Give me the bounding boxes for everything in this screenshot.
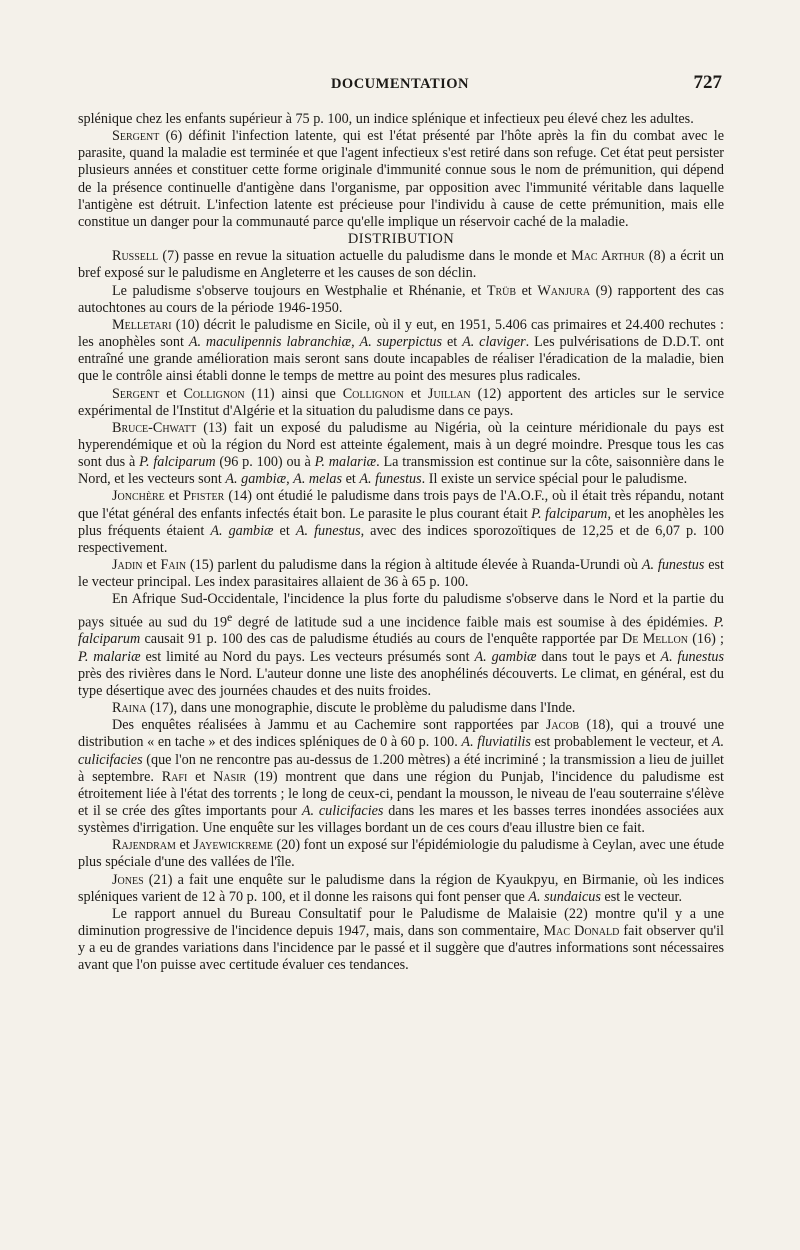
author-name: Bruce-Chwatt (112, 419, 197, 436)
paragraph: Jonchère et Pfister (14) ont étudié le paludisme dans trois pays de l'A.O.F., où il était très répandu, notant que l'état général des enfants infectés était bon. Le parasite le plus courant était P. falciparum, et les anophèles les plus fréquents étaient A. gambiæ et A. funestus, avec des indices sporozoïtiques de 12,25 et de 6,07 p. 100 respectivement. (78, 488, 725, 556)
author-name: De Mellon (622, 631, 688, 648)
species-name: P. malariæ (78, 648, 141, 665)
page-header (78, 72, 722, 100)
author-name: Jonchère (112, 488, 165, 505)
species-name: A. melas (293, 471, 343, 488)
author-name: Sergent (112, 385, 160, 402)
author-name: Rajendram (112, 837, 176, 854)
author-name: Jadin (112, 557, 143, 574)
species-name: A. gambiæ (210, 522, 274, 539)
author-name: Rafi (161, 768, 188, 785)
paragraph: Des enquêtes réalisées à Jammu et au Cachemire sont rapportées par Jacob (18), qui a trouvé une distribution « en tache » et des indices spléniques de 0 à 60 p. 100. A. fluviatilis est probablement le vecteur, et A. culicifacies (que l'on ne rencontre pas au-dessus de 1.200 mètres) a été incriminé ; la transmission a lieu de juillet à septembre. Rafi et Nasir (19) montrent que dans une région du Punjab, l'incidence du paludisme est étroitement liée à l'état des torrents ; le long de ceux-ci, pendant la mousson, le niveau de l'eau souterraine s'élève et il se crée des gîtes importants pour A. culicifacies dans les mares et les basses terres inondées associées aux systèmes d'irrigation. Une enquête sur les villages bordant un de ces cours d'eau illustre bien ce fait. (78, 717, 724, 837)
author-name: Trüb (486, 282, 517, 299)
superscript: e (227, 609, 233, 624)
author-name: Pfister (183, 488, 225, 505)
author-name: Mac Arthur (571, 248, 645, 265)
paragraph: Bruce-Chwatt (13) fait un exposé du paludisme au Nigéria, où la ceinture méridionale du pays est hyperendémique et où la région du Nord est atteinte également, mais à un degré moindre. Presque tous les cas sont dus à P. falciparum (96 p. 100) ou à P. malariæ. La transmission est continue sur la côte, saisonnière dans le Nord, et les vecteurs sont A. gambiæ, A. melas et A. funestus. Il existe un service spécial pour le paludisme. (78, 419, 725, 488)
species-name: A. maculipennis labranchiæ (188, 334, 352, 351)
species-name: P. falciparum (139, 454, 216, 471)
species-name: A. superpictus (359, 334, 443, 351)
species-name: A. culicifacies (301, 802, 384, 819)
author-name: Melletari (112, 316, 172, 333)
species-name: A. fluviatilis (461, 734, 531, 751)
species-name: A. claviger (462, 334, 526, 351)
body-text (78, 111, 724, 975)
paragraph: Russell (7) passe en revue la situation actuelle du paludisme dans le monde et Mac Arthur (8) a écrit un bref exposé sur le paludisme en Angleterre et les causes de son déclin. (78, 248, 725, 282)
species-name: A. funestus (359, 471, 422, 488)
paragraph: En Afrique Sud-Occidentale, l'incidence la plus forte du paludisme s'observe dans le Nord et la partie du pays située au sud du 19e degré de latitude sud a une incidence faible mais est soumise à des épidémies. P. falciparum causait 91 p. 100 des cas de paludisme étudiés au cours de l'enquête rapportée par De Mellon (16) ; P. malariæ est limité au Nord du pays. Les vecteurs présumés sont A. gambiæ dans tout le pays et A. funestus près des rivières dans le Nord. L'auteur donne une liste des anophélinés découverts. Le climat, en général, est du type désertique avec des journées chaudes et des nuits froides. (78, 591, 725, 699)
paragraph: Sergent et Collignon (11) ainsi que Collignon et Juillan (12) apportent des articles sur le service expérimental de l'Institut d'Algérie et la situation du paludisme dans ce pays. (78, 385, 724, 419)
species-name: A. gambiæ (474, 648, 537, 665)
species-name: P. falciparum (78, 614, 725, 648)
paragraph: Melletari (10) décrit le paludisme en Sicile, où il y eut, en 1951, 5.406 cas primaires et 24.400 rechutes : les anophèles sont A. maculipennis labranchiæ, A. superpictus et A. claviger. Les pulvérisations de D.D.T. ont entraîné une grande amélioration mais seront sans doute incapables de réaliser l'éradication de la maladie, bien que le contrôle ainsi établi donne le temps de mettre au point des mesures plus radicales. (78, 316, 724, 385)
author-name: Juillan (427, 385, 471, 402)
paragraph: Rajendram et Jayewickreme (20) font un exposé sur l'épidémiologie du paludisme à Ceylan, avec une étude plus spéciale d'une des vallées de l'île. (78, 837, 724, 871)
paragraph: Jones (21) a fait une enquête sur le paludisme dans la région de Kyaukpyu, en Birmanie, où les indices spléniques varient de 12 à 70 p. 100, et il donne les raisons qui font penser que A. sundaicus est le vecteur. (78, 871, 724, 905)
paragraph: Le rapport annuel du Bureau Consultatif pour le Paludisme de Malaisie (22) montre qu'il y a une diminution progressive de l'incidence depuis 1947, mais, dans son commentaire, Mac Donald fait observer qu'il y a eu de grandes variations dans l'incidence par le passé et il suggère que d'autres informations sont nécessaires avant que l'on puisse avec certitude évaluer ces tendances. (78, 905, 724, 974)
author-name: Jayewickreme (193, 837, 273, 854)
page-number: 727 (693, 72, 722, 93)
species-name: A. funestus (295, 522, 361, 539)
author-name: Collignon (183, 385, 245, 402)
running-title: DOCUMENTATION (330, 76, 470, 92)
paragraph: Jadin et Fain (15) parlent du paludisme dans la région à altitude élevée à Ruanda-Urundi où A. funestus est le vecteur principal. Les index parasitaires allaient de 36 à 65 p. 100. (78, 557, 724, 591)
author-name: Russell (112, 248, 159, 265)
species-name: A. funestus (641, 557, 705, 574)
species-name: A. funestus (660, 648, 725, 665)
paragraph: Raina (17), dans une monographie, discute le problème du paludisme dans l'Inde. (112, 700, 576, 717)
species-name: A. sundaicus (528, 888, 601, 905)
author-name: Jones (112, 871, 144, 888)
paragraph: Sergent (6) définit l'infection latente, qui est l'état présenté par l'hôte après la fin du combat avec le parasite, quand la maladie est terminée et que l'agent infectieux s'est retiré dans son refuge. Cet état peut persister plusieurs années et constituer cette forme originale d'immunité connue sous le nom de prémunition, qui dépend de la présence continuelle d'antigène dans l'organisme, par opposition avec l'immunité véritable dans laquelle l'antigène est détruit. L'infection latente est précieuse pour l'individu à cause de cette prémunition, mais elle constitue un danger pour la communauté parce qu'elle implique un réservoir caché de la maladie. (78, 128, 724, 230)
species-name: P. falciparum (531, 505, 608, 522)
species-name: A. culicifacies (78, 734, 724, 768)
species-name: P. malariæ (314, 454, 377, 471)
author-name: Fain (160, 557, 187, 574)
section-heading: DISTRIBUTION (347, 231, 455, 248)
paragraph: splénique chez les enfants supérieur à 75 p. 100, un indice splénique et infectieux peu élevé chez les adultes. (78, 111, 694, 127)
author-name: Sergent (112, 128, 160, 145)
species-name: A. gambiæ (225, 471, 287, 488)
author-name: Collignon (342, 385, 404, 402)
author-name: Wanjura (537, 282, 591, 299)
author-name: Jacob (545, 717, 580, 734)
author-name: Raina (112, 700, 147, 717)
author-name: Mac Donald (543, 923, 620, 940)
paragraph: Le paludisme s'observe toujours en Westphalie et Rhénanie, et Trüb et Wanjura (9) rapportent des cas autochtones au cours de la période 1946-1950. (78, 282, 724, 316)
author-name: Nasir (213, 768, 247, 785)
